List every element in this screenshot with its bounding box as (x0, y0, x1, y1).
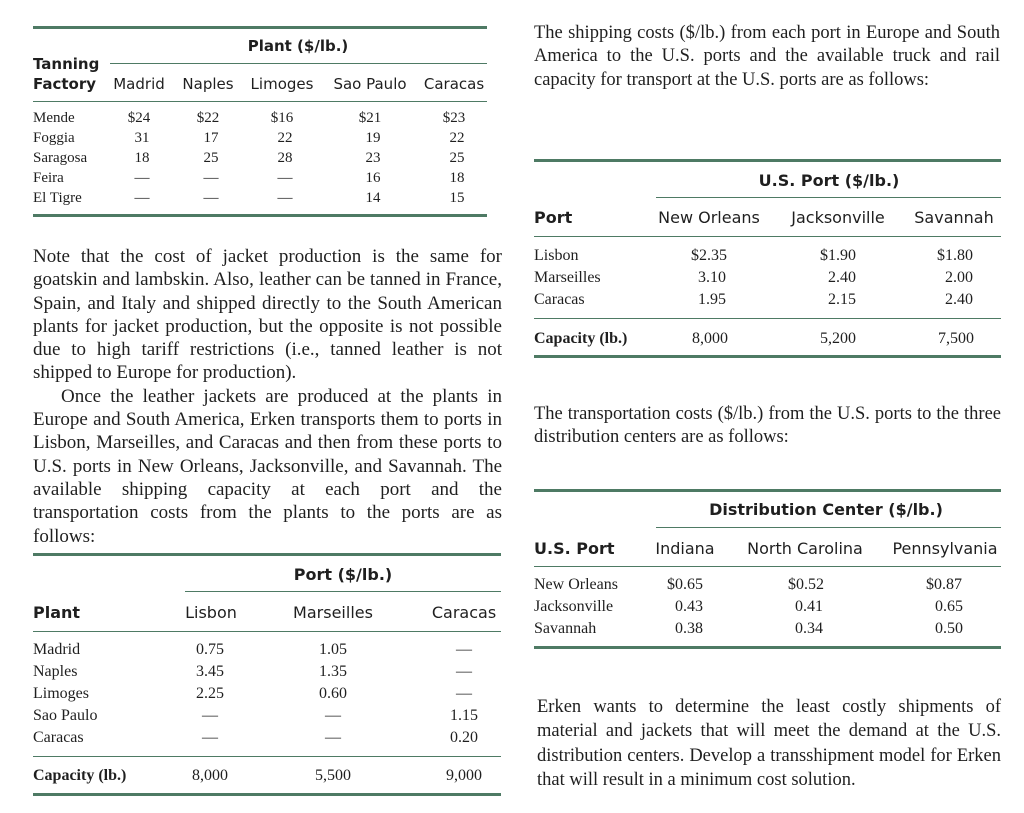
table-cell: 2.00 (945, 269, 973, 286)
capacity-cell: 5,500 (315, 767, 351, 784)
table-cell: 0.34 (795, 620, 823, 637)
table-cell: 14 (365, 190, 381, 206)
capacity-label: Capacity (lb.) (534, 330, 628, 347)
table-header-rule (33, 631, 501, 632)
table-cell: — (456, 641, 472, 658)
table-cell: 0.41 (795, 598, 823, 615)
table-group-rule (656, 197, 1001, 198)
table-row-header: U.S. Port (534, 539, 615, 558)
table-cell: — (456, 685, 472, 702)
table-cell: 1.05 (319, 641, 347, 658)
table-cell: 0.50 (935, 620, 963, 637)
table-row-rule (33, 756, 501, 757)
row-label: Madrid (33, 641, 81, 658)
column-header: Marseilles (293, 603, 373, 622)
table-cell: 2.15 (828, 291, 856, 308)
table-group-header: U.S. Port ($/lb.) (758, 171, 900, 190)
table-cell: $0.52 (788, 576, 824, 593)
table-top-rule (534, 489, 1001, 492)
table-cell: 2.40 (828, 269, 856, 286)
table-cell: 2.25 (196, 685, 224, 702)
table-cell: $16 (270, 110, 294, 126)
table-group-header: Port ($/lb.) (293, 565, 393, 584)
table-row-header: Factory (33, 75, 97, 93)
table-cell: 19 (365, 130, 381, 146)
table-cell: — (203, 170, 219, 186)
row-label: El Tigre (33, 190, 82, 206)
table-header-rule (534, 236, 1001, 237)
column-header: Limoges (250, 75, 314, 93)
table-cell: $1.80 (937, 247, 973, 264)
table-cell: — (134, 170, 150, 186)
table-top-rule (33, 26, 487, 29)
table-cell: 0.60 (319, 685, 347, 702)
table-cell: 1.15 (450, 707, 478, 724)
table-cell: $23 (442, 110, 466, 126)
table-cell: — (203, 190, 219, 206)
row-label: Caracas (33, 729, 84, 746)
table-cell: — (134, 190, 150, 206)
right-body-text-3 (537, 695, 1001, 792)
right-body-text-2 (534, 403, 1001, 450)
table-cell: $0.87 (926, 576, 962, 593)
column-header: North Carolina (747, 539, 863, 558)
column-header: Caracas (423, 75, 485, 93)
capacity-cell: 5,200 (820, 330, 856, 347)
table-cell: $22 (196, 110, 220, 126)
column-header: Jacksonville (791, 208, 885, 227)
row-label: Limoges (33, 685, 89, 702)
table-bottom-rule (33, 793, 501, 796)
capacity-cell: 8,000 (692, 330, 728, 347)
row-label: Mende (33, 110, 75, 126)
table-group-rule (185, 591, 501, 592)
table-cell: 1.95 (698, 291, 726, 308)
row-label: Jacksonville (534, 598, 614, 615)
table-cell: 22 (277, 130, 293, 146)
row-label: Caracas (534, 291, 585, 308)
table-bottom-rule (33, 214, 487, 217)
table-cell: 25 (203, 150, 219, 166)
table-cell: 18 (134, 150, 150, 166)
row-label: Savannah (534, 620, 597, 637)
table-cell: $1.90 (820, 247, 856, 264)
row-label: Naples (33, 663, 78, 680)
table-group-rule (110, 63, 487, 64)
column-header: Lisbon (185, 603, 237, 622)
table-cell: $21 (358, 110, 382, 126)
capacity-cell: 8,000 (192, 767, 228, 784)
column-header: Savannah (914, 208, 994, 227)
table-cell: 0.65 (935, 598, 963, 615)
row-label: Foggia (33, 130, 75, 146)
table-cell: 31 (134, 130, 150, 146)
table-cell: — (456, 663, 472, 680)
capacity-cell: 9,000 (446, 767, 482, 784)
table-cell: — (325, 729, 341, 746)
paragraph: Once the leather jackets are produced at the plants in Europe and South America, Erken transports them to ports in Lisbon, Marseilles, and Caracas and then from these ports to U.S. ports in New Orleans, Jacksonville, and Savannah. The available shipping capacity at each port and the transportation costs from the plants to the ports are as follows: (33, 385, 502, 547)
table-cell: 0.20 (450, 729, 478, 746)
table-cell: 22 (449, 130, 465, 146)
table-cell: 17 (203, 130, 219, 146)
row-label: Lisbon (534, 247, 579, 264)
table-top-rule (534, 159, 1001, 162)
column-header: Caracas (431, 603, 497, 622)
column-header: Indiana (655, 539, 715, 558)
table-cell: 15 (449, 190, 465, 206)
row-label: New Orleans (534, 576, 618, 593)
paragraph: Note that the cost of jacket production is the same for goatskin and lambskin. Also, leather can be tanned in France, Spain, and Italy and shipped directly to the South American plants for jacket production, but the opposite is not possible due to high tariff restrictions (i.e., tanned leather is not shipped to Europe for production). (33, 246, 502, 384)
table-bottom-rule (534, 355, 1001, 358)
table-row-rule (534, 318, 1001, 319)
table-cell: 2.40 (945, 291, 973, 308)
column-header: Pennsylvania (892, 539, 998, 558)
table-group-header: Distribution Center ($/lb.) (709, 500, 943, 519)
column-header: New Orleans (658, 208, 760, 227)
table-cell: — (277, 190, 293, 206)
table-cell: — (277, 170, 293, 186)
table-cell: $24 (127, 110, 151, 126)
table-header-rule (33, 101, 487, 102)
table-row-header: Plant (33, 603, 81, 622)
right-body-text-1 (534, 22, 1000, 92)
paragraph: The shipping costs ($/lb.) from each port in Europe and South America to the U.S. ports and the available truck and rail capacity for transport at the U.S. ports are as follows: (534, 23, 1000, 90)
table-cell: — (202, 729, 218, 746)
column-header: Madrid (113, 75, 165, 93)
paragraph: The transportation costs ($/lb.) from the U.S. ports to the three distribution centers are as follows: (534, 404, 1001, 448)
capacity-cell: 7,500 (938, 330, 974, 347)
row-label: Sao Paulo (33, 707, 98, 724)
left-body-text (33, 245, 502, 548)
table-cell: 0.43 (675, 598, 703, 615)
table-cell: 25 (449, 150, 465, 166)
table-group-rule (656, 527, 1001, 528)
table-cell: — (325, 707, 341, 724)
table-cell: — (202, 707, 218, 724)
table-cell: 3.45 (196, 663, 224, 680)
table-cell: 16 (365, 170, 381, 186)
table-cell: $2.35 (691, 247, 727, 264)
table-cell: 0.38 (675, 620, 703, 637)
table-cell: 23 (365, 150, 381, 166)
row-label: Saragosa (33, 150, 88, 166)
table-bottom-rule (534, 646, 1001, 649)
table-cell: 28 (277, 150, 293, 166)
paragraph: Erken wants to determine the least costly shipments of material and jackets that will meet the demand at the U.S. distribution centers. Develop a transshipment model for Erken that will result in a minimum cost solution. (537, 697, 1001, 790)
table-cell: 3.10 (698, 269, 726, 286)
table-cell: $0.65 (667, 576, 703, 593)
table-header-rule (534, 566, 1001, 567)
capacity-label: Capacity (lb.) (33, 767, 127, 784)
table-cell: 1.35 (319, 663, 347, 680)
table-cell: 0.75 (196, 641, 224, 658)
table-row-header: Tanning (33, 55, 100, 73)
row-label: Feira (33, 170, 64, 186)
table-cell: 18 (449, 170, 465, 186)
row-label: Marseilles (534, 269, 601, 286)
table-row-header: Port (534, 208, 573, 227)
column-header: Sao Paulo (333, 75, 407, 93)
column-header: Naples (182, 75, 234, 93)
table-top-rule (33, 553, 501, 556)
table-group-header: Plant ($/lb.) (247, 37, 349, 55)
